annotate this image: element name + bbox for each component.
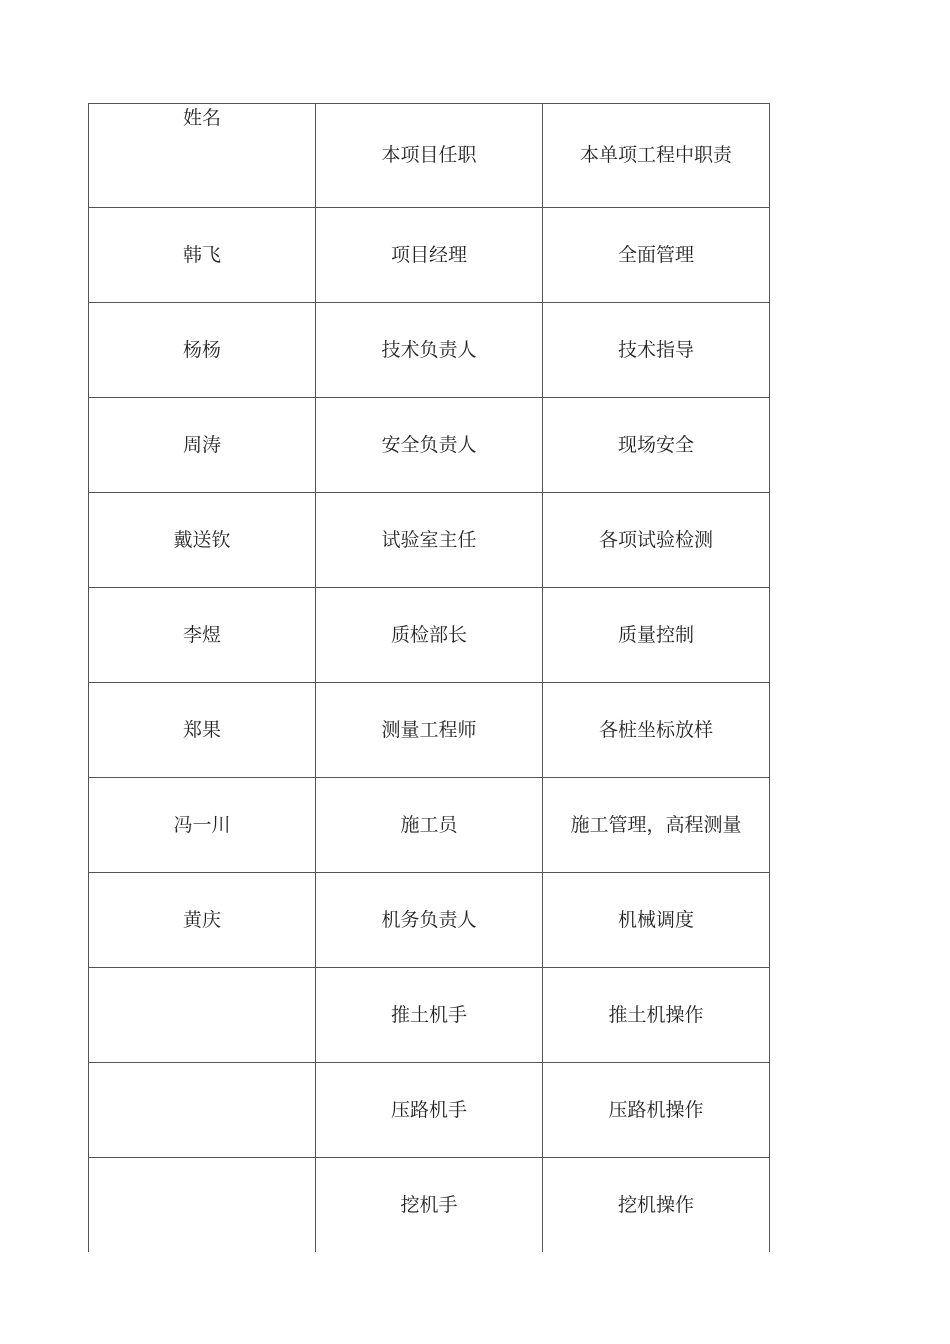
table-row [89, 1063, 770, 1158]
cell-name [89, 968, 316, 1063]
table-row [89, 778, 770, 873]
cell-name: 李煜 [89, 588, 316, 683]
cell-position: 试验室主任 [316, 493, 543, 588]
cell-name [89, 1063, 316, 1158]
table-row [89, 683, 770, 778]
cell-name [89, 1158, 316, 1253]
cell-duty: 挖机操作 [543, 1158, 770, 1253]
cell-position: 压路机手 [316, 1063, 543, 1158]
cell-name: 韩飞 [89, 208, 316, 303]
cell-name: 杨杨 [89, 303, 316, 398]
header-name: 姓名 [89, 104, 316, 208]
table-row [89, 873, 770, 968]
cell-name: 黄庆 [89, 873, 316, 968]
cell-duty: 质量控制 [543, 588, 770, 683]
cell-duty: 全面管理 [543, 208, 770, 303]
cell-duty: 现场安全 [543, 398, 770, 493]
cell-position: 安全负责人 [316, 398, 543, 493]
cell-name: 郑果 [89, 683, 316, 778]
cell-name: 冯一川 [89, 778, 316, 873]
table-row [89, 1158, 770, 1253]
cell-position: 质检部长 [316, 588, 543, 683]
cell-position: 机务负责人 [316, 873, 543, 968]
table-header-row [89, 104, 770, 208]
cell-duty: 各项试验检测 [543, 493, 770, 588]
cell-position: 挖机手 [316, 1158, 543, 1253]
table-row [89, 968, 770, 1063]
cell-position: 推土机手 [316, 968, 543, 1063]
table-row [89, 588, 770, 683]
cell-name: 周涛 [89, 398, 316, 493]
table-row [89, 398, 770, 493]
cell-duty: 施工管理，高程测量 [543, 778, 770, 873]
cell-duty: 压路机操作 [543, 1063, 770, 1158]
cell-name: 戴送钦 [89, 493, 316, 588]
table-row [89, 208, 770, 303]
cell-position: 测量工程师 [316, 683, 543, 778]
header-duty: 本单项工程中职责 [543, 104, 770, 208]
table-row [89, 493, 770, 588]
staff-table [88, 103, 770, 1252]
cell-duty: 推土机操作 [543, 968, 770, 1063]
cell-position: 技术负责人 [316, 303, 543, 398]
cell-position: 施工员 [316, 778, 543, 873]
header-position: 本项目任职 [316, 104, 543, 208]
cell-duty: 各桩坐标放样 [543, 683, 770, 778]
cell-position: 项目经理 [316, 208, 543, 303]
cell-duty: 机械调度 [543, 873, 770, 968]
table-row [89, 303, 770, 398]
cell-duty: 技术指导 [543, 303, 770, 398]
